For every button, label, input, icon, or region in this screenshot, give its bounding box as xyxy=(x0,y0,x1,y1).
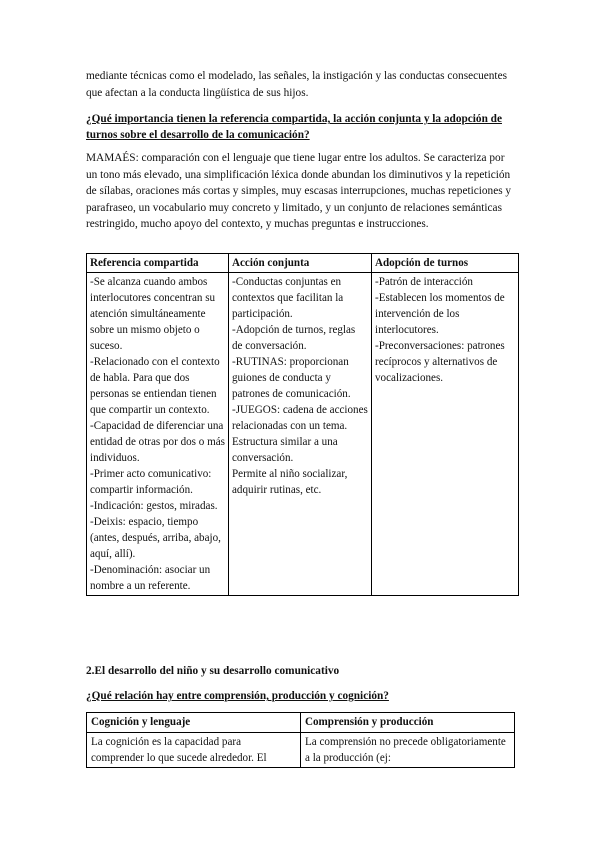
cell-line: -RUTINAS: proporcionan guiones de conducta y patrones de comunicación. xyxy=(232,356,351,400)
cell-comprension-produccion: La comprensión no precede obligatoriamente a la producción (ej: xyxy=(301,732,515,767)
cell-accion-conjunta xyxy=(229,273,372,596)
comparison-table xyxy=(86,253,519,596)
cell-line: -Se alcanza cuando ambos interlocutores concentran su atención simultáneamente sobre un mismo objeto o suceso. xyxy=(90,276,216,352)
header-accion-conjunta: Acción conjunta xyxy=(229,254,372,273)
question-1-heading: ¿Qué importancia tienen la referencia compartida, la acción conjunta y la adopción de turnos sobre el desarrollo de la comunicación? xyxy=(86,113,502,141)
cell-line: -Indicación: gestos, miradas. xyxy=(90,500,218,512)
cell-line: -Primer acto comunicativo: compartir información. xyxy=(90,468,212,496)
table-row xyxy=(87,732,515,767)
cell-line: -JUEGOS: cadena de acciones relacionadas con un tema. Estructura similar a una conversación. xyxy=(232,404,368,464)
cell-line: -Capacidad de diferenciar una entidad de otras por dos o más individuos. xyxy=(90,420,225,464)
header-comprension-produccion: Comprensión y producción xyxy=(301,713,515,733)
header-referencia-compartida: Referencia compartida xyxy=(87,254,229,273)
cell-referencia-compartida xyxy=(87,273,229,596)
cell-line: -Adopción de turnos, reglas de conversación. xyxy=(232,324,356,352)
header-cognicion-lenguaje: Cognición y lenguaje xyxy=(87,713,301,733)
cell-cognicion-lenguaje: La cognición es la capacidad para comprender lo que sucede alrededor. El xyxy=(87,732,301,767)
section-2-heading: 2.El desarrollo del niño y su desarrollo comunicativo xyxy=(86,665,340,677)
cell-line: -Deixis: espacio, tiempo (antes, después, arriba, abajo, aquí, allí). xyxy=(90,516,221,560)
cell-line: -Relacionado con el contexto de habla. Para que dos personas se entiendan tienen que compartir un contexto. xyxy=(90,356,220,416)
intro-paragraph: mediante técnicas como el modelado, las señales, la instigación y las conductas consecuentes que afectan a la conducta lingüística de sus hijos. xyxy=(86,70,507,99)
table-header-row xyxy=(87,254,519,273)
cognition-table xyxy=(86,712,515,768)
table-header-row xyxy=(87,713,515,733)
cell-line: Permite al niño socializar, adquirir rutinas, etc. xyxy=(232,468,348,496)
cell-line: -Preconversaciones: patrones recíprocos y alternativos de vocalizaciones. xyxy=(375,340,505,384)
header-adopcion-turnos: Adopción de turnos xyxy=(372,254,519,273)
cell-adopcion-turnos xyxy=(372,273,519,596)
cell-line: -Establecen los momentos de intervención de los interlocutores. xyxy=(375,292,505,336)
table-row xyxy=(87,273,519,596)
cell-line: -Patrón de interacción xyxy=(375,276,473,288)
question-2-heading: ¿Qué relación hay entre comprensión, producción y cognición? xyxy=(86,690,389,702)
mamas-paragraph: MAMAÉS: comparación con el lenguaje que tiene lugar entre los adultos. Se caracteriza por un tono más elevado, una simplificación léxica donde abundan los diminutivos y la repetición de sílabas, oraciones más cortas y simples, muy escasas interrupciones, muchas repeticiones y parafraseo, un vocabulario muy concreto y limitado, y un conjunto de relaciones semánticas restringido, mucho apoyo del contexto, y muchas preguntas e instrucciones. xyxy=(86,152,512,230)
cell-line: -Conductas conjuntas en contextos que facilitan la participación. xyxy=(232,276,344,320)
cell-line: -Denominación: asociar un nombre a un referente. xyxy=(90,564,211,592)
